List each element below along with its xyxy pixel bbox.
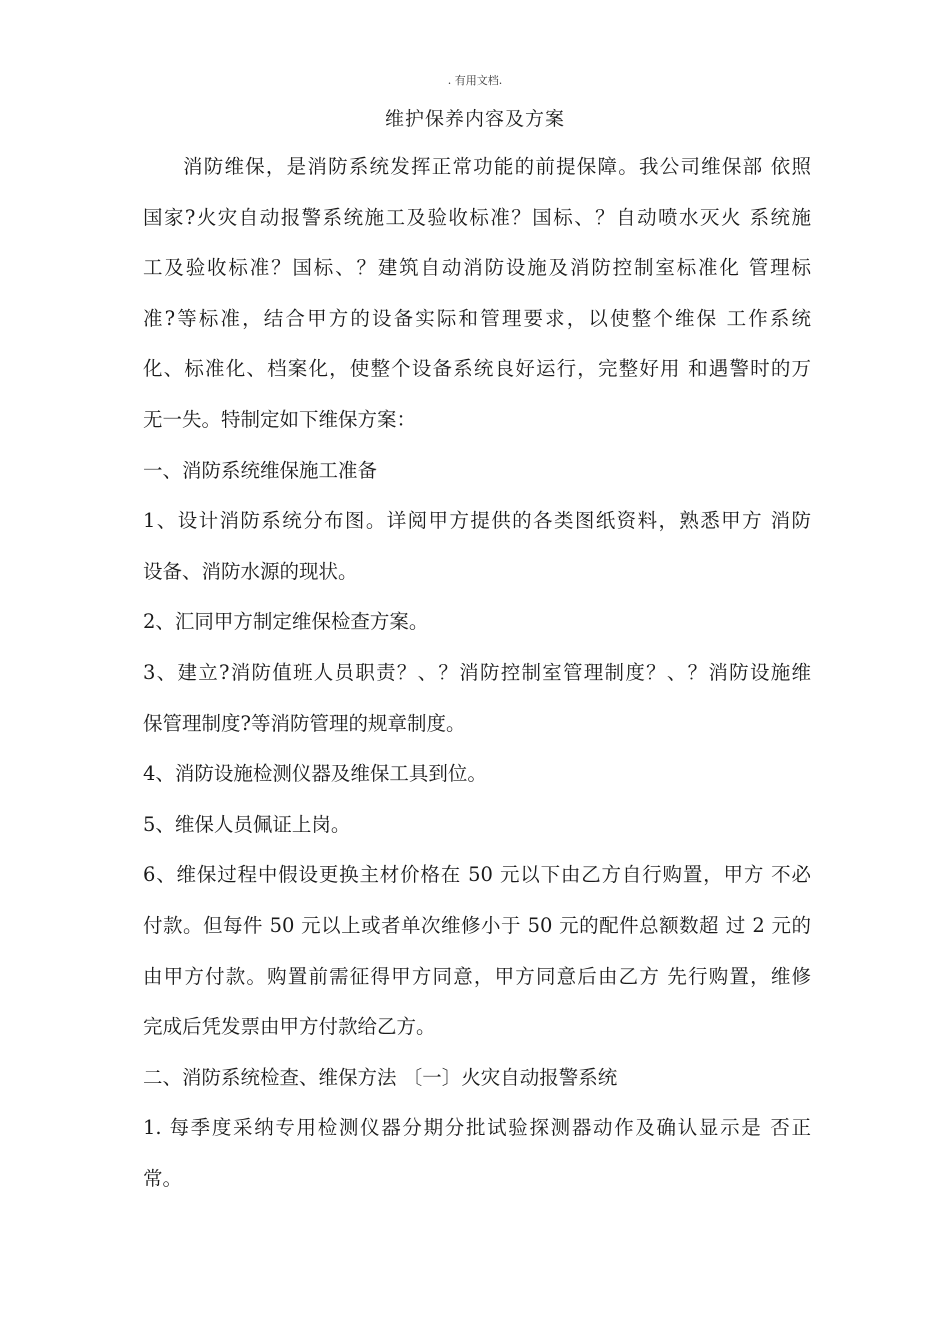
paragraph-line: 3、建立?消防值班人员职责？、？消防控制室管理制度？、？消防设施维 (143, 660, 811, 684)
header-note: . 有用文档. (447, 74, 503, 87)
paragraph-line: 5、维保人员佩证上岗。 (143, 812, 351, 836)
paragraph-line: 准?等标准，结合甲方的设备实际和管理要求，以使整个维保 工作系统 (143, 306, 811, 330)
paragraph-line: 化、标准化、档案化，使整个设备系统良好运行，完整好用 和遇警时的万 (143, 357, 811, 381)
paragraph-line: 1. 每季度采纳专用检测仪器分期分批试验探测器动作及确认显示是 否正 (143, 1116, 811, 1140)
section-heading: 二、消防系统检查、维保方法 〔一〕火灾自动报警系统 (143, 1065, 618, 1089)
paragraph-line: 完成后凭发票由甲方付款给乙方。 (143, 1015, 436, 1039)
paragraph-line: 4、消防设施检测仪器及维保工具到位。 (143, 762, 487, 786)
paragraph-line: 付款。但每件 50 元以上或者单次维修小于 50 元的配件总额数超 过 2 元的 (143, 913, 811, 937)
paragraph-line: 消防维保，是消防系统发挥正常功能的前提保障。我公司维保部 依照 (183, 155, 811, 178)
paragraph-line: 国家?火灾自动报警系统施工及验收标准？国标、？自动喷水灭火 系统施 (143, 205, 811, 229)
paragraph-line: 由甲方付款。购置前需征得甲方同意，甲方同意后由乙方 先行购置，维修 (143, 964, 811, 988)
paragraph-line: 保管理制度?等消防管理的规章制度。 (143, 711, 466, 735)
paragraph-line: 设备、消防水源的现状。 (143, 559, 358, 583)
section-heading: 一、消防系统维保施工准备 (143, 458, 378, 482)
paragraph-line: 工及验收标准？国标、？建筑自动消防设施及消防控制室标准化 管理标 (143, 256, 811, 280)
paragraph-line: 常。 (143, 1166, 183, 1190)
paragraph-line: 1、设计消防系统分布图。详阅甲方提供的各类图纸资料，熟悉甲方 消防 (143, 509, 811, 533)
paragraph-line: 2、汇同甲方制定维保检查方案。 (143, 610, 429, 634)
paragraph-line: 无一失。特制定如下维保方案： (143, 407, 417, 431)
document-title: 维护保养内容及方案 (384, 108, 565, 130)
paragraph-line: 6、维保过程中假设更换主材价格在 50 元以下由乙方自行购置，甲方 不必 (143, 863, 811, 887)
document-body (143, 142, 811, 1204)
